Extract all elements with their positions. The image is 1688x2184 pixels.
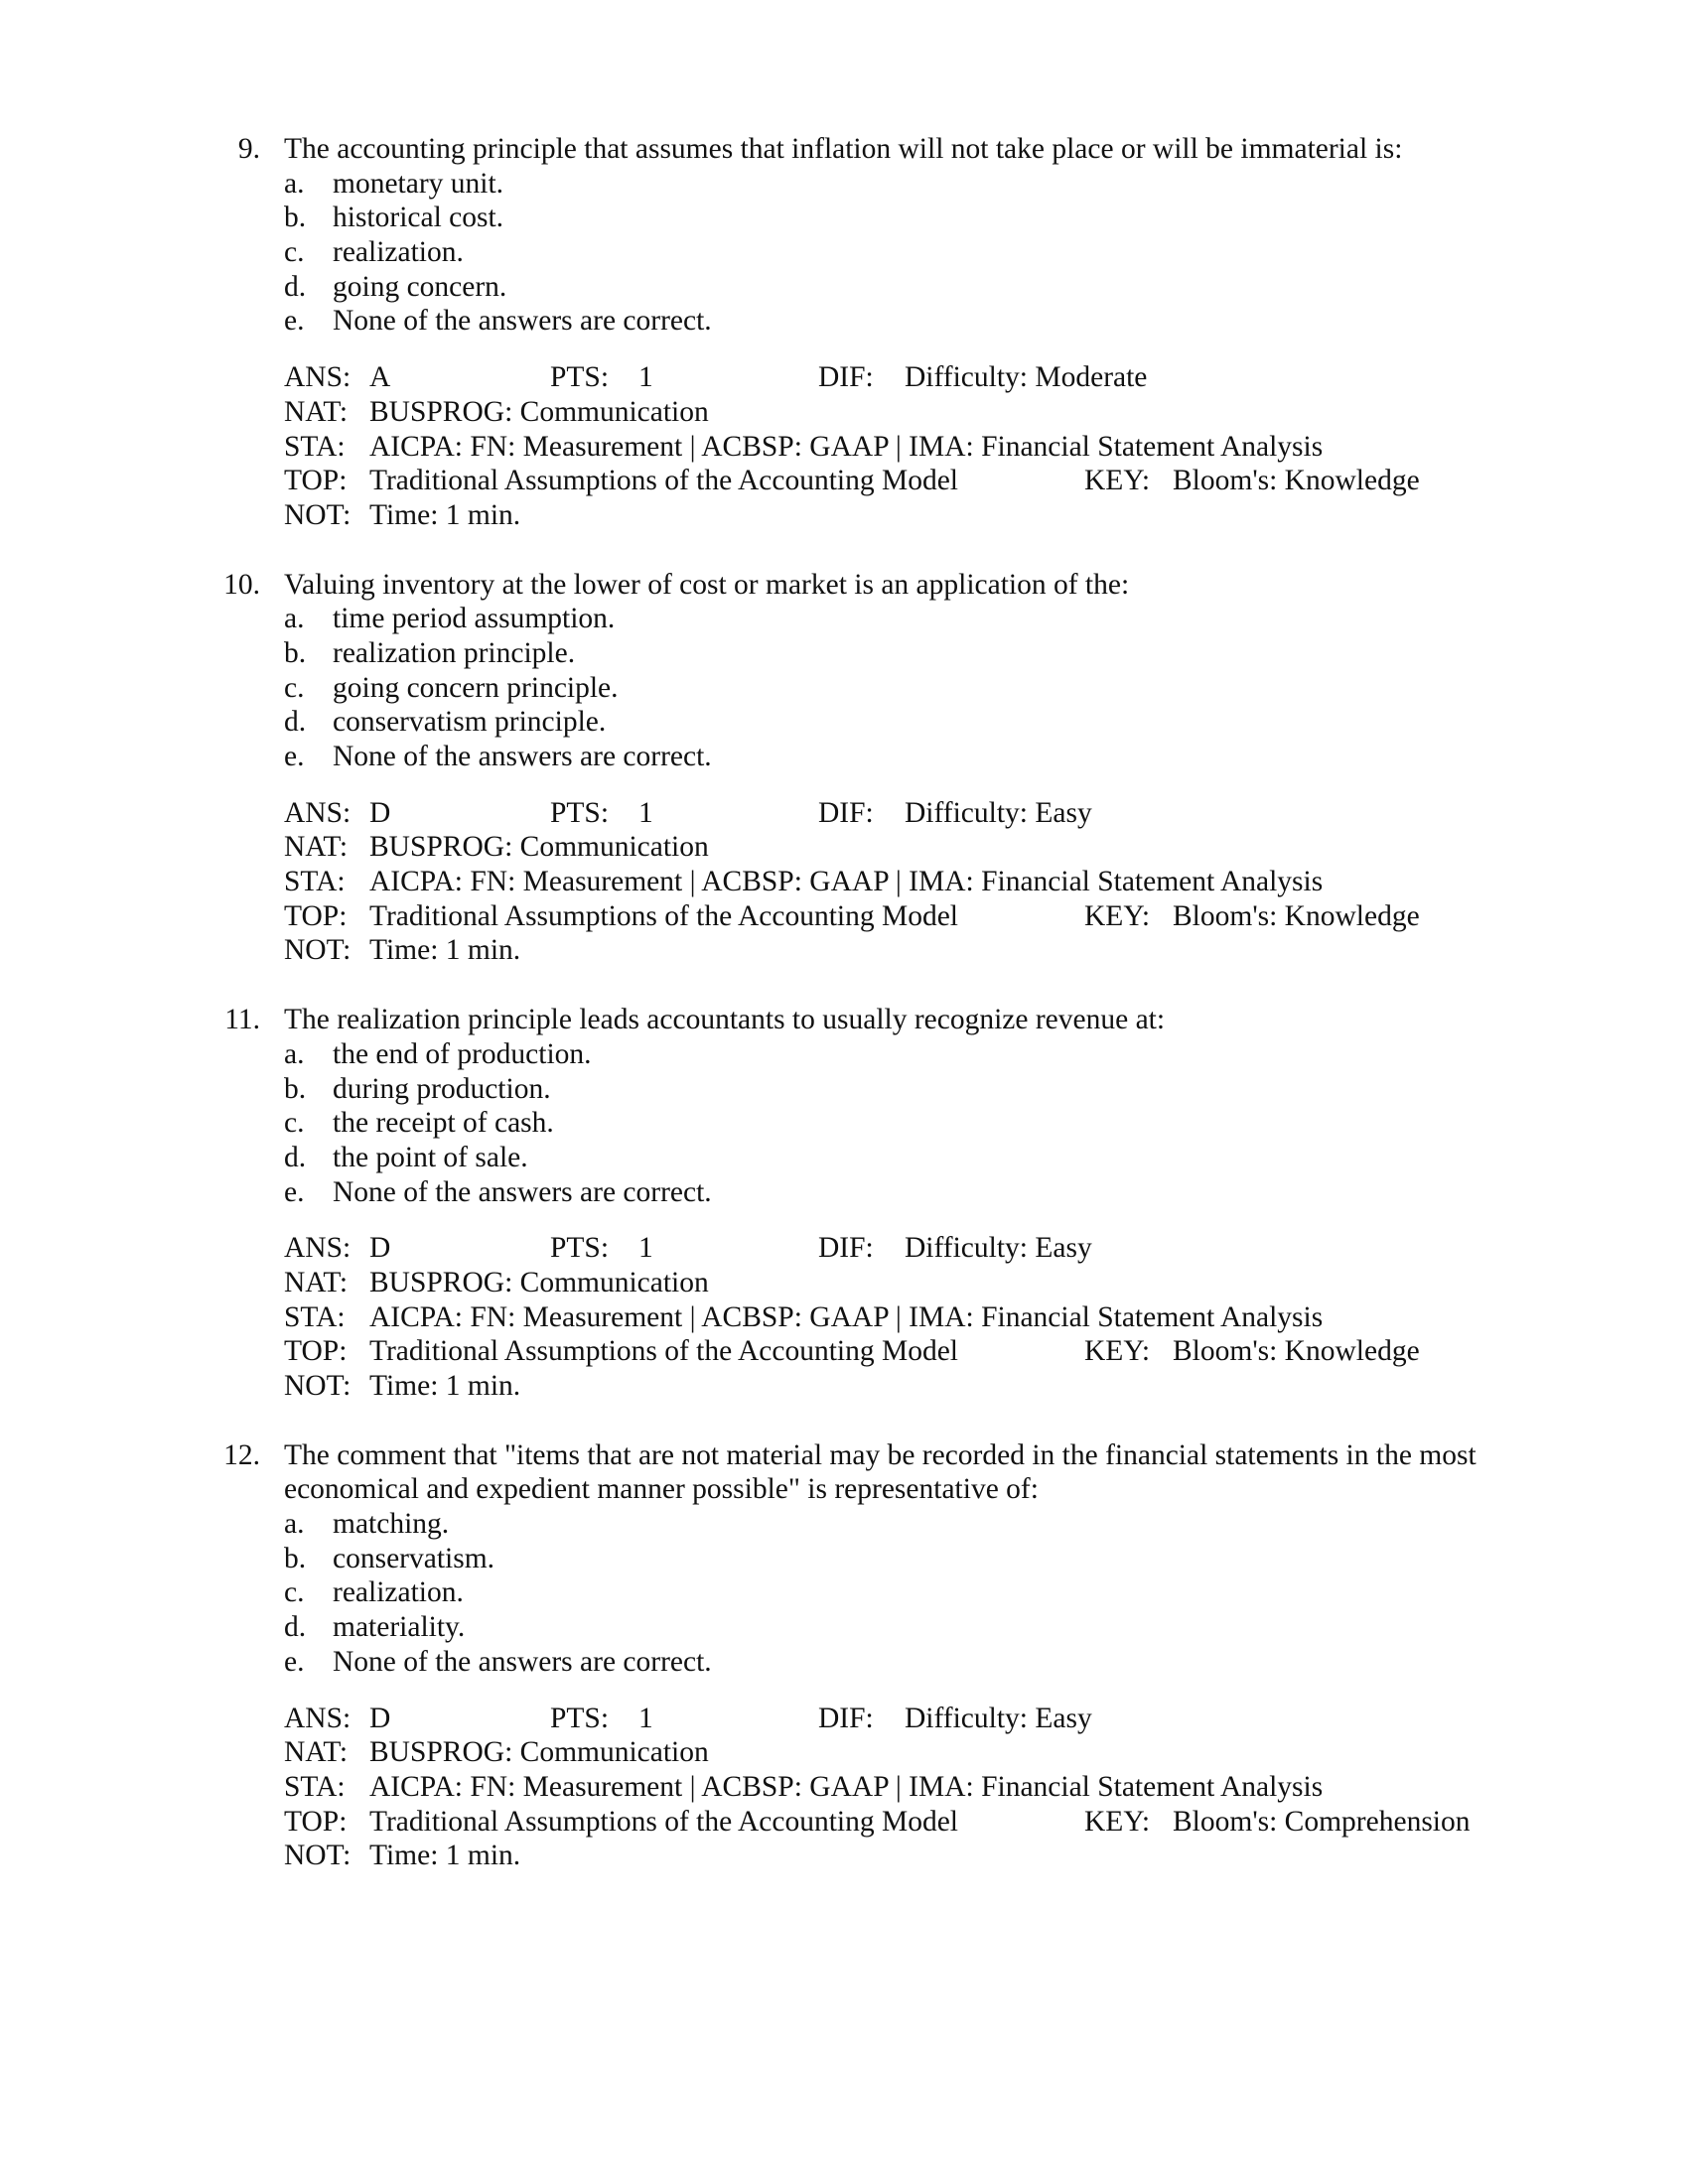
top-value: Traditional Assumptions of the Accounting Model	[369, 1335, 958, 1368]
sta-label: STA:	[284, 1300, 346, 1333]
answer-option	[0, 740, 1688, 774]
option-letter: c.	[284, 1107, 305, 1140]
option-text: materiality.	[333, 1611, 466, 1644]
meta-ans-line	[0, 1702, 1688, 1736]
option-letter: b.	[284, 202, 307, 234]
question-text: The realization principle leads accountants to usually recognize revenue at:	[284, 1004, 1166, 1036]
option-text: realization principle.	[333, 636, 576, 669]
option-text: the receipt of cash.	[333, 1107, 554, 1140]
ans-label: ANS:	[284, 1232, 352, 1265]
nat-label: NAT:	[284, 1736, 349, 1769]
option-letter: d.	[284, 1611, 307, 1644]
key-value: Bloom's: Comprehension	[1173, 1805, 1471, 1838]
option-text: during production.	[333, 1072, 551, 1105]
dif-label: DIF:	[818, 361, 874, 394]
pts-label: PTS:	[550, 361, 610, 394]
option-text: matching.	[333, 1508, 450, 1541]
option-letter: e.	[284, 1175, 305, 1208]
key-label: KEY:	[1084, 1805, 1151, 1838]
sta-value: AICPA: FN: Measurement | ACBSP: GAAP | IMA: Financial Statement Analysis	[369, 866, 1324, 898]
answer-option	[0, 304, 1688, 339]
key-value: Bloom's: Knowledge	[1173, 899, 1420, 932]
option-text: realization.	[333, 1576, 464, 1609]
question-line	[0, 1003, 1688, 1037]
top-label: TOP:	[284, 1335, 348, 1368]
ans-label: ANS:	[284, 796, 352, 829]
meta-not-line	[0, 1839, 1688, 1873]
meta-not-line	[0, 498, 1688, 533]
meta-ans-line	[0, 1231, 1688, 1266]
option-letter: c.	[284, 236, 305, 269]
ans-value: D	[369, 1702, 391, 1734]
meta-not-line	[0, 1369, 1688, 1404]
top-label: TOP:	[284, 899, 348, 932]
option-letter: a.	[284, 1037, 305, 1070]
key-value: Bloom's: Knowledge	[1173, 1335, 1420, 1368]
meta-ans-line	[0, 360, 1688, 395]
sta-label: STA:	[284, 1770, 346, 1803]
sta-value: AICPA: FN: Measurement | ACBSP: GAAP | IMA: Financial Statement Analysis	[369, 1300, 1324, 1333]
question-number: 10.	[223, 568, 260, 601]
not-label: NOT:	[284, 1370, 352, 1402]
option-text: the end of production.	[333, 1037, 592, 1070]
answer-option	[0, 1507, 1688, 1542]
meta-top-line	[0, 899, 1688, 934]
option-text: None of the answers are correct.	[333, 1175, 712, 1208]
option-text: realization.	[333, 236, 464, 269]
ans-label: ANS:	[284, 1702, 352, 1734]
answer-option	[0, 167, 1688, 202]
answer-option	[0, 602, 1688, 636]
option-letter: d.	[284, 706, 307, 739]
dif-value: Difficulty: Easy	[905, 796, 1092, 829]
answer-option	[0, 1610, 1688, 1645]
meta-top-line	[0, 1334, 1688, 1369]
option-text: going concern principle.	[333, 671, 619, 704]
option-letter: d.	[284, 1141, 307, 1173]
answer-option	[0, 1072, 1688, 1107]
ans-value: A	[369, 361, 391, 394]
meta-not-line	[0, 933, 1688, 968]
option-text: going concern.	[333, 270, 507, 303]
meta-sta-line	[0, 1300, 1688, 1335]
sta-label: STA:	[284, 866, 346, 898]
meta-nat-line	[0, 830, 1688, 865]
not-label: NOT:	[284, 498, 352, 531]
question-block	[0, 1003, 1688, 1404]
sta-value: AICPA: FN: Measurement | ACBSP: GAAP | IMA: Financial Statement Analysis	[369, 1770, 1324, 1803]
not-value: Time: 1 min.	[369, 498, 521, 531]
key-label: KEY:	[1084, 465, 1151, 497]
answer-option	[0, 705, 1688, 740]
question-number: 11.	[224, 1004, 260, 1036]
answer-option	[0, 270, 1688, 305]
option-letter: e.	[284, 1645, 305, 1678]
option-text: conservatism.	[333, 1542, 495, 1574]
question-block	[0, 1438, 1688, 1873]
option-letter: e.	[284, 305, 305, 338]
question-line	[0, 132, 1688, 167]
top-value: Traditional Assumptions of the Accounting Model	[369, 899, 958, 932]
answer-metadata	[0, 796, 1688, 968]
top-value: Traditional Assumptions of the Accounting Model	[369, 465, 958, 497]
option-letter: b.	[284, 1542, 307, 1574]
ans-label: ANS:	[284, 361, 352, 394]
pts-value: 1	[638, 361, 653, 394]
dif-value: Difficulty: Easy	[905, 1232, 1092, 1265]
answer-option	[0, 201, 1688, 235]
question-number: 12.	[223, 1438, 260, 1471]
option-text: None of the answers are correct.	[333, 305, 712, 338]
option-text: None of the answers are correct.	[333, 741, 712, 772]
nat-label: NAT:	[284, 395, 349, 428]
not-value: Time: 1 min.	[369, 1370, 521, 1402]
answer-option	[0, 671, 1688, 706]
dif-label: DIF:	[818, 1232, 874, 1265]
answer-metadata	[0, 1702, 1688, 1873]
question-text: Valuing inventory at the lower of cost or market is an application of the:	[284, 568, 1130, 601]
option-letter: c.	[284, 1576, 305, 1609]
meta-nat-line	[0, 1735, 1688, 1770]
option-letter: a.	[284, 167, 305, 200]
nat-label: NAT:	[284, 1266, 349, 1298]
question-text: economical and expedient manner possible" is representative of:	[284, 1473, 1039, 1506]
meta-sta-line	[0, 430, 1688, 465]
pts-value: 1	[638, 1702, 653, 1734]
answer-option	[0, 1542, 1688, 1576]
nat-value: BUSPROG: Communication	[369, 831, 709, 864]
question-text: The accounting principle that assumes that inflation will not take place or will be immaterial is:	[284, 133, 1403, 165]
question-block	[0, 568, 1688, 969]
pts-label: PTS:	[550, 1232, 610, 1265]
key-label: KEY:	[1084, 899, 1151, 932]
question-line	[0, 568, 1688, 603]
pts-value: 1	[638, 796, 653, 829]
answer-option	[0, 1175, 1688, 1210]
answer-option	[0, 1645, 1688, 1680]
dif-value: Difficulty: Moderate	[905, 361, 1148, 394]
answer-metadata	[0, 1231, 1688, 1403]
question-text: The comment that "items that are not material may be recorded in the financial statements in the most	[284, 1438, 1477, 1471]
answer-option	[0, 1037, 1688, 1072]
answer-metadata	[0, 360, 1688, 532]
meta-top-line	[0, 1805, 1688, 1840]
question-line	[0, 1472, 1688, 1507]
answer-option	[0, 1141, 1688, 1175]
option-letter: b.	[284, 1072, 307, 1105]
meta-nat-line	[0, 395, 1688, 430]
dif-value: Difficulty: Easy	[905, 1702, 1092, 1734]
not-value: Time: 1 min.	[369, 934, 521, 967]
option-text: historical cost.	[333, 202, 504, 234]
question-number: 9.	[237, 133, 260, 165]
meta-ans-line	[0, 796, 1688, 831]
not-label: NOT:	[284, 934, 352, 967]
meta-sta-line	[0, 865, 1688, 899]
meta-nat-line	[0, 1266, 1688, 1300]
question-line	[0, 1438, 1688, 1473]
nat-value: BUSPROG: Communication	[369, 1266, 709, 1298]
option-text: None of the answers are correct.	[333, 1645, 712, 1678]
sta-value: AICPA: FN: Measurement | ACBSP: GAAP | IMA: Financial Statement Analysis	[369, 430, 1324, 463]
question-block	[0, 132, 1688, 533]
top-value: Traditional Assumptions of the Accounting Model	[369, 1805, 958, 1838]
option-text: time period assumption.	[333, 603, 616, 635]
top-label: TOP:	[284, 1805, 348, 1838]
dif-label: DIF:	[818, 1702, 874, 1734]
meta-sta-line	[0, 1770, 1688, 1805]
option-letter: a.	[284, 1508, 305, 1541]
question-list	[0, 132, 1688, 1908]
option-text: the point of sale.	[333, 1141, 528, 1173]
key-label: KEY:	[1084, 1335, 1151, 1368]
option-letter: d.	[284, 270, 307, 303]
pts-value: 1	[638, 1232, 653, 1265]
nat-value: BUSPROG: Communication	[369, 395, 709, 428]
answer-option	[0, 636, 1688, 671]
option-letter: b.	[284, 636, 307, 669]
ans-value: D	[369, 796, 391, 829]
answer-option	[0, 1575, 1688, 1610]
dif-label: DIF:	[818, 796, 874, 829]
option-letter: a.	[284, 603, 305, 635]
option-text: conservatism principle.	[333, 706, 607, 739]
option-text: monetary unit.	[333, 167, 504, 200]
nat-value: BUSPROG: Communication	[369, 1736, 709, 1769]
pts-label: PTS:	[550, 1702, 610, 1734]
answer-option	[0, 235, 1688, 270]
key-value: Bloom's: Knowledge	[1173, 465, 1420, 497]
not-value: Time: 1 min.	[369, 1840, 521, 1872]
sta-label: STA:	[284, 430, 346, 463]
ans-value: D	[369, 1232, 391, 1265]
answer-option	[0, 1106, 1688, 1141]
option-letter: c.	[284, 671, 305, 704]
not-label: NOT:	[284, 1840, 352, 1872]
option-letter: e.	[284, 741, 305, 772]
nat-label: NAT:	[284, 831, 349, 864]
top-label: TOP:	[284, 465, 348, 497]
meta-top-line	[0, 464, 1688, 498]
pts-label: PTS:	[550, 796, 610, 829]
